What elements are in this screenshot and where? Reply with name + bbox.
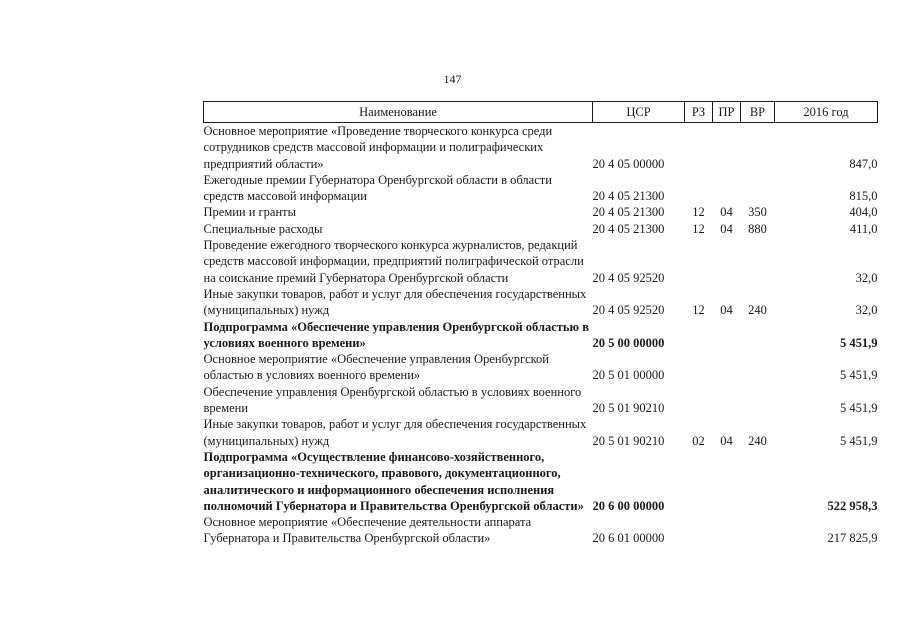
header-pr: ПР — [713, 102, 741, 123]
row-name: Подпрограмма «Обеспечение управления Оренбургской областью в условиях военного времени» — [203, 319, 589, 350]
row-vr: 880 — [748, 221, 767, 236]
row-csr: 20 4 05 00000 — [592, 156, 665, 171]
row-rz: 12 — [692, 221, 705, 236]
row-amount: 32,0 — [855, 270, 878, 285]
row-csr: 20 4 05 21300 — [592, 221, 665, 236]
row-pr — [713, 319, 741, 352]
table-row — [204, 221, 878, 237]
row-pr — [713, 172, 741, 205]
row-csr: 20 6 01 00000 — [592, 531, 665, 546]
row-vr — [741, 384, 775, 417]
row-pr: 04 — [720, 221, 733, 236]
table-row — [204, 237, 878, 286]
row-amount: 522 958,3 — [827, 498, 878, 513]
table-row — [204, 286, 878, 319]
row-amount: 404,0 — [849, 205, 878, 220]
table-row — [204, 123, 878, 172]
row-name: Специальные расходы — [203, 221, 323, 236]
row-csr: 20 5 01 90210 — [592, 401, 665, 416]
row-amount: 217 825,9 — [827, 531, 878, 546]
table-row — [204, 204, 878, 220]
row-vr: 240 — [748, 303, 767, 318]
row-pr — [713, 351, 741, 384]
table-body — [204, 123, 878, 547]
row-vr — [741, 172, 775, 205]
row-name: Обеспечение управления Оренбургской областью в условиях военного времени — [203, 384, 582, 416]
budget-table — [203, 101, 878, 547]
row-rz: 12 — [692, 205, 705, 220]
row-amount: 5 451,9 — [840, 401, 878, 416]
row-rz — [685, 449, 713, 514]
table-row — [204, 172, 878, 205]
row-amount: 411,0 — [849, 221, 878, 236]
row-rz: 02 — [692, 433, 705, 448]
header-vr: ВР — [741, 102, 775, 123]
table-row — [204, 351, 878, 384]
row-amount: 5 451,9 — [840, 368, 878, 383]
row-rz — [685, 384, 713, 417]
row-vr — [741, 514, 775, 547]
row-name: Ежегодные премии Губернатора Оренбургской области в области средств массовой информации — [203, 172, 552, 204]
row-rz — [685, 351, 713, 384]
row-amount: 5 451,9 — [840, 335, 878, 350]
table-row — [204, 449, 878, 514]
row-vr — [741, 449, 775, 514]
row-vr — [741, 351, 775, 384]
row-csr: 20 6 00 00000 — [592, 498, 665, 513]
row-pr — [713, 384, 741, 417]
page-number: 147 — [443, 72, 462, 86]
row-rz — [685, 123, 713, 172]
row-name: Проведение ежегодного творческого конкурса журналистов, редакций средств массовой информации, предприятий полиграфической отрасли на соискание премий Губернатора Оренбургской области — [203, 238, 584, 285]
row-pr — [713, 123, 741, 172]
row-csr: 20 4 05 92520 — [592, 270, 665, 285]
table-row — [204, 319, 878, 352]
header-rz: РЗ — [685, 102, 713, 123]
row-name: Основное мероприятие «Проведение творческого конкурса среди сотрудников средств массовой информации и полиграфических предприятий области» — [203, 124, 553, 171]
row-vr — [741, 237, 775, 286]
row-name: Иные закупки товаров, работ и услуг для обеспечения государственных (муниципальных) нужд — [203, 286, 587, 318]
row-name: Премии и гранты — [203, 205, 297, 220]
row-rz — [685, 237, 713, 286]
table-row — [204, 416, 878, 449]
row-pr: 04 — [720, 205, 733, 220]
row-pr: 04 — [720, 433, 733, 448]
header-year: 2016 год — [775, 102, 878, 123]
row-amount: 815,0 — [849, 189, 878, 204]
table-header-row — [204, 102, 878, 123]
header-name: Наименование — [204, 102, 593, 123]
row-rz — [685, 514, 713, 547]
row-csr: 20 4 05 92520 — [592, 303, 665, 318]
row-pr — [713, 237, 741, 286]
row-csr: 20 4 05 21300 — [592, 189, 665, 204]
header-csr: ЦСР — [593, 102, 685, 123]
row-vr: 350 — [748, 205, 767, 220]
row-name: Основное мероприятие «Обеспечение управления Оренбургской областью в условиях военного времени» — [203, 352, 550, 383]
row-csr: 20 4 05 21300 — [592, 205, 665, 220]
row-rz — [685, 172, 713, 205]
row-name: Подпрограмма «Осуществление финансово-хозяйственного, организационно-технического, правового, документационного, аналитического и информационного обеспечения исполнения полномочий Губернатора и Правительства Оренбургской области» — [203, 449, 584, 513]
row-vr — [741, 123, 775, 172]
row-rz: 12 — [692, 303, 705, 318]
row-csr: 20 5 00 00000 — [592, 335, 665, 350]
row-pr — [713, 449, 741, 514]
row-pr — [713, 514, 741, 547]
row-vr: 240 — [748, 433, 767, 448]
table-row — [204, 514, 878, 547]
row-amount: 32,0 — [855, 303, 878, 318]
table-row — [204, 384, 878, 417]
row-csr: 20 5 01 90210 — [592, 433, 665, 448]
row-name: Иные закупки товаров, работ и услуг для обеспечения государственных (муниципальных) нужд — [203, 417, 587, 448]
row-amount: 847,0 — [849, 156, 878, 171]
row-rz — [685, 319, 713, 352]
row-name: Основное мероприятие «Обеспечение деятельности аппарата Губернатора и Правительства Оренбургской области» — [203, 515, 532, 546]
row-amount: 5 451,9 — [840, 433, 878, 448]
row-vr — [741, 319, 775, 352]
row-pr: 04 — [720, 303, 733, 318]
row-csr: 20 5 01 00000 — [592, 368, 665, 383]
